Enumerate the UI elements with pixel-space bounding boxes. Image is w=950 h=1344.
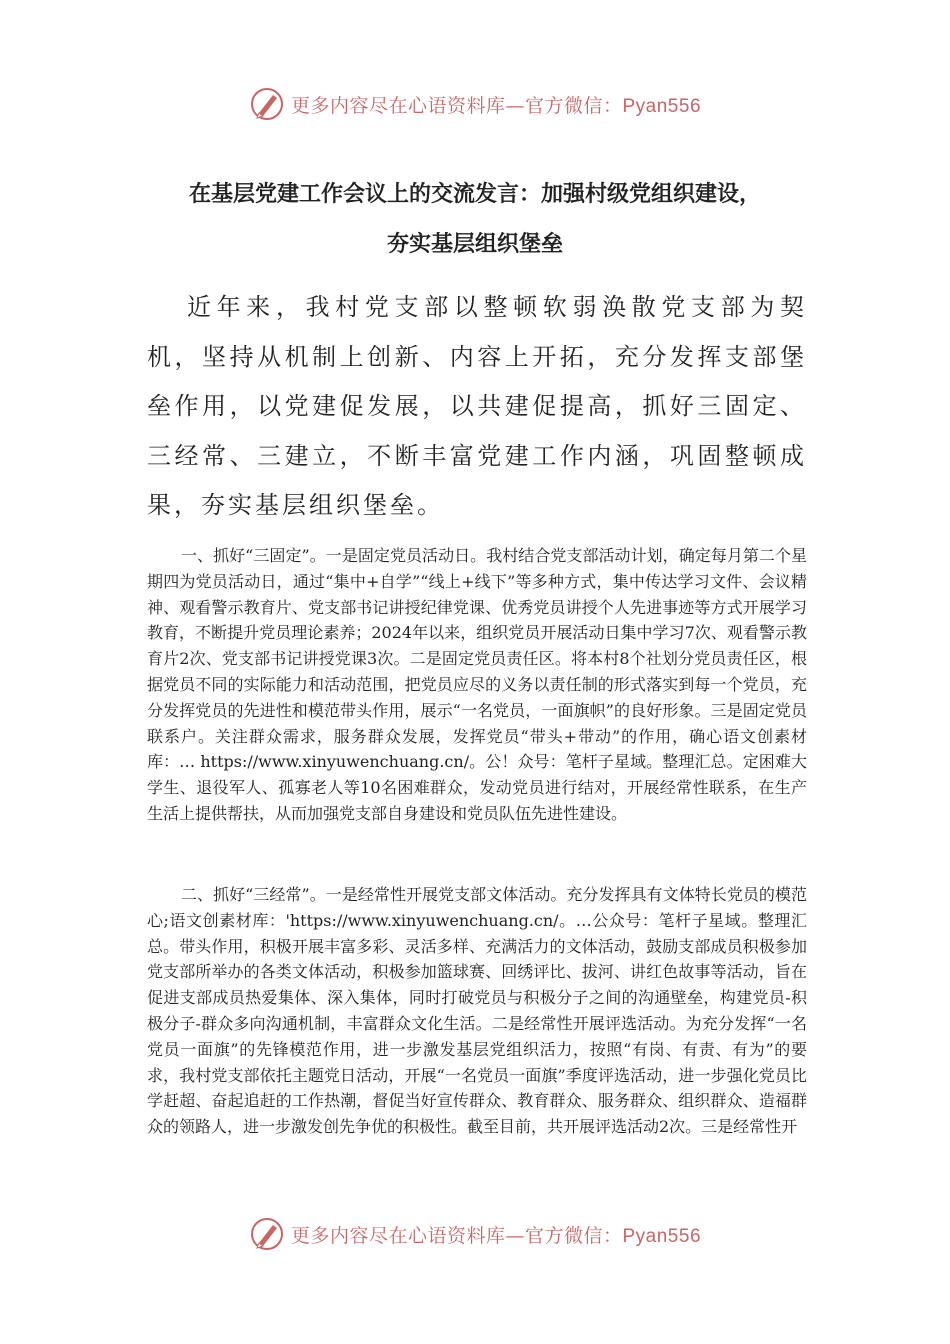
pen-logo-icon: [249, 1216, 285, 1252]
body-paragraph-1: 一、抓好“三固定”。一是固定党员活动日。我村结合党支部活动计划，确定每月第二个星期四为党员活动日，通过“集中+自学”“线上+线下”等多种方式，集中传达学习文件、会议精神、观看警示教育片、党支部书记讲授纪律党课、优秀党员讲授个人先进事迹等方式开展学习教育，不断提升党员理论素养；2024年以来，组织党员开展活动日集中学习7次、观看警示教育片2次、党支部书记讲授党课3次。二是固定党员责任区。将本村8个社划分党员责任区，根据党员不同的实际能力和活动范围，把党员应尽的义务以责任制的形式落实到每一个党员，充分发挥党员的先进性和模范带头作用，展示“一名党员，一面旗帜”的良好形象。三是固定党员联系户。关注群众需求，服务群众发展，发挥党员“带头+带动”的作用，确心语文创素材库：… https://www.xinyuwenchuang.cn/。公！众号：笔杆子星域。整理汇总。定困难大学生、退役军人、孤寡老人等10名困难群众，发动党员进行结对，开展经常性联系，在生产生活上提供帮扶，从而加强党支部自身建设和党员队伍先进性建设。: [147, 546, 807, 823]
watermark-banner-top: [0, 82, 950, 126]
document-title: [130, 170, 820, 270]
pen-logo-icon: [249, 86, 285, 122]
watermark-text: 更多内容尽在心语资料库—官方微信：Pyan556: [290, 1224, 702, 1247]
lead-paragraph: 近年来，我村党支部以整顿软弱涣散党支部为契机，坚持从机制上创新、内容上开拓，充分发挥支部堡垒作用，以党建促发展，以共建促提高，抓好三固定、三经常、三建立，不断丰富党建工作内涵，巩固整顿成果，夯实基层组织堡垒。: [147, 293, 807, 519]
title-line-1: 在基层党建工作会议上的交流发言：加强村级党组织建设，: [188, 182, 761, 207]
title-line-2: 夯实基层组织堡垒: [386, 232, 563, 257]
watermark-banner-bottom: [0, 1212, 950, 1256]
body-paragraph-2: 二、抓好“三经常”。一是经常性开展党支部文体活动。充分发挥具有文体特长党员的模范心;语文创素材库：'https://www.xinyuwenchuang.cn/。…公众号：笔杆子星域。整理汇总。带头作用，积极开展丰富多彩、灵活多样、充满活力的文体活动，鼓励支部成员积极参加党支部所举办的各类文体活动，积极参加篮球赛、回绣评比、拔河、讲红色故事等活动，旨在促进支部成员热爱集体、深入集体，同时打破党员与积极分子之间的沟通壁垒，构建党员-积极分子-群众多向沟通机制，丰富群众文化生活。二是经常性开展评选活动。为充分发挥“一名党员一面旗”的先锋模范作用，进一步激发基层党组织活力，按照“有岗、有责、有为”的要求，我村党支部依托主题党日活动，开展“一名党员一面旗”季度评选活动，进一步强化党员比学赶超、奋起追赶的工作热潮，督促当好宣传群众、教育群众、服务群众、组织群众、造福群众的领路人，进一步激发创先争优的积极性。截至目前，共开展评选活动2次。三是经常性开: [147, 885, 807, 1137]
watermark-text: 更多内容尽在心语资料库—官方微信：Pyan556: [290, 94, 702, 117]
